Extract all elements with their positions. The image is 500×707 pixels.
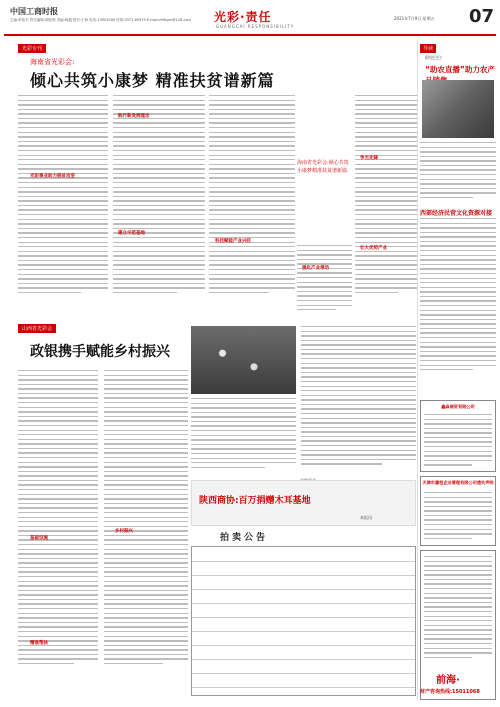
lead-body-col-2: [113, 95, 205, 319]
lead-kicker: 海南省光彩会:: [30, 58, 75, 66]
section-label-2: 山西省光彩会: [18, 324, 56, 333]
right-section-label: 导读: [420, 44, 436, 53]
masthead-info: 主编:单伟平 责任编辑:胡爱瑛 美编:杨越 校对:王海 电话:13903090 传真:0371-69579 E-mail:zhfbgm@126.com: [10, 18, 191, 22]
ad-brand: 前海·: [436, 675, 460, 686]
ad-body-3: [424, 556, 492, 666]
pull-quote-text: 海南省光彩会:倾心共筑小康梦精准扶贫谱新篇: [297, 160, 349, 174]
lead-subhead-6: 争当先锋: [360, 156, 378, 161]
pull-quote: [297, 160, 349, 238]
ad-body-1: [424, 414, 492, 470]
right-body-2: [420, 218, 496, 398]
lead-subhead-2: 践行新发展理念: [118, 114, 150, 119]
lead-body-col-5: [355, 95, 417, 319]
second-subhead-1: 基础设施: [30, 536, 48, 541]
lead-subhead-7: 壮大优势产业: [360, 246, 387, 251]
second-headline: 政银携手赋能乡村振兴: [30, 344, 170, 360]
ad-title-2: 天津市嘉恒企业管理有限公司遗失声明: [422, 480, 494, 485]
notice-title: 拍卖公告: [220, 533, 269, 543]
second-body-col-4: [301, 326, 416, 476]
ad-title-1: 鑫淼商贸有限公司: [441, 404, 475, 409]
section-title: 光彩·责任: [214, 10, 272, 24]
section-title-en: GUANGCAI RESPONSIBILITY: [216, 24, 295, 29]
notice-table: [191, 546, 416, 696]
second-body-col-2: [104, 370, 188, 700]
lead-subhead-5: 强化产业带动: [302, 266, 329, 271]
right-kicker: 阿里巴巴:: [425, 55, 443, 60]
lead-subhead-4: 科技赋能产业兴旺: [215, 239, 251, 244]
right-headline: “助农直播”助力农产: [425, 65, 495, 74]
paper-name: 中国工商时报: [10, 7, 58, 16]
lead-subhead-3: 建立示范基地: [118, 231, 145, 236]
lead-body-col-3: [209, 95, 295, 319]
right-photo: [422, 80, 494, 138]
gray-box-subtitle: 本报讯: [360, 515, 372, 520]
second-subhead-2: 精准帮扶: [30, 641, 48, 646]
right-headline-2: 西部经济民营文化资源对接: [420, 210, 493, 217]
column-divider: [417, 40, 418, 700]
ad-body-2: [424, 492, 492, 544]
flower-photo: [191, 326, 296, 394]
section-label: 光彩专刊: [18, 44, 46, 53]
lead-body-col-1: [18, 95, 108, 319]
lead-body-col-4: [297, 245, 352, 319]
second-body-col-3: [191, 398, 296, 476]
page-number: 07: [469, 6, 495, 27]
lead-headline: 倾心共筑小康梦 精准扶贫谱新篇: [30, 71, 275, 90]
lead-subhead-1: 光彩事业助力脱贫攻坚: [30, 174, 75, 179]
second-subhead-3: 乡村振兴: [115, 529, 133, 534]
issue-date: 2021年7月9日 星期五: [394, 16, 435, 21]
ad-phone: 财产咨询热线:15011068: [420, 689, 480, 695]
right-body-1: [420, 142, 496, 204]
masthead: [4, 4, 496, 36]
gray-box-title: 陕西商协:百万捐赠木耳基地: [199, 496, 311, 506]
